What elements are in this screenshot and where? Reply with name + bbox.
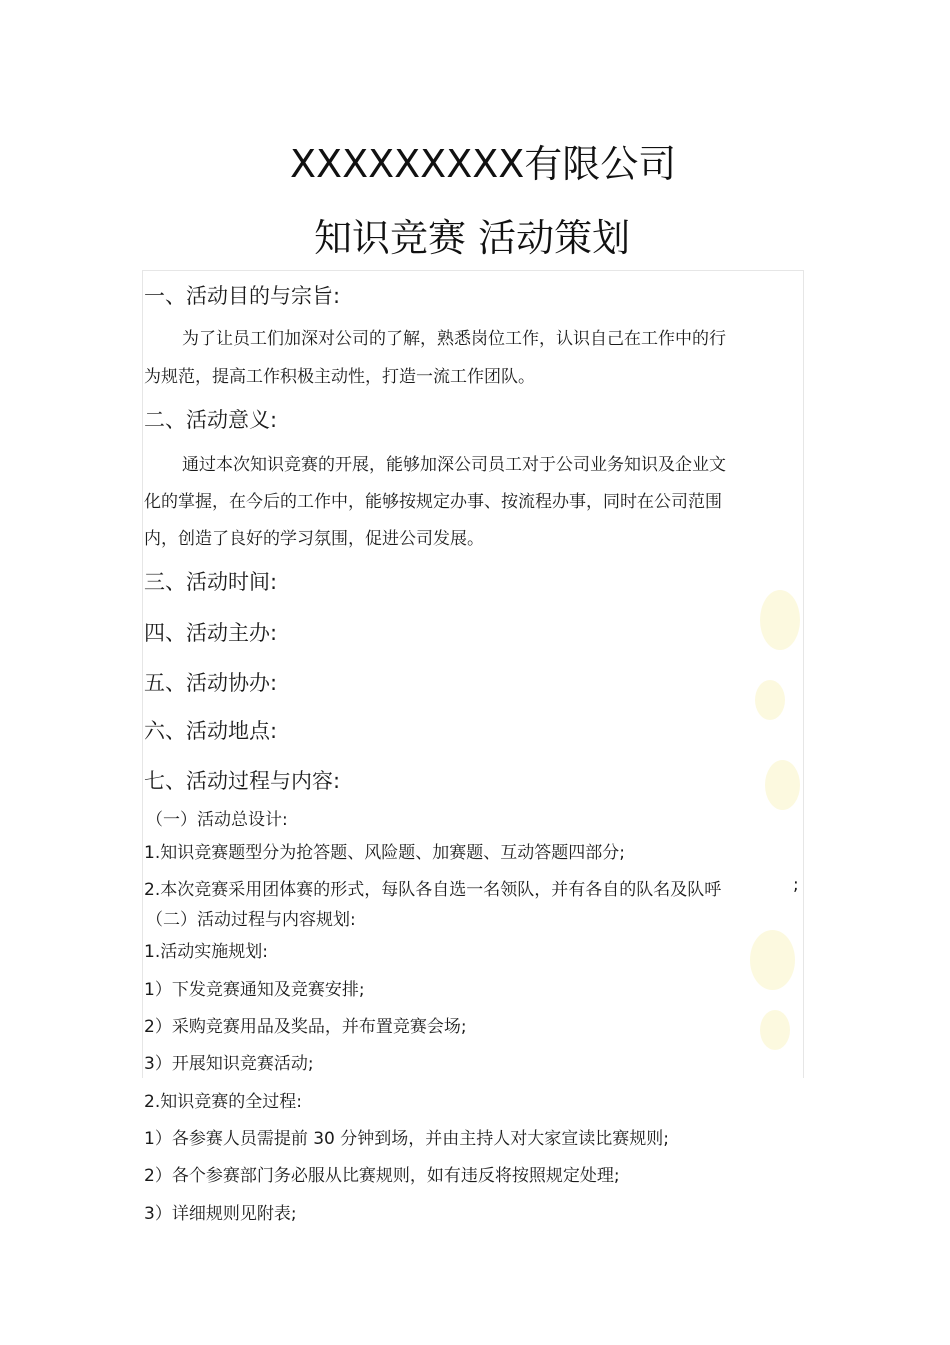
section-heading-time: 三、活动时间: [144, 570, 278, 594]
paragraph-line: 化的掌握，在今后的工作中，能够按规定办事、按流程办事，同时在公司范围 [144, 492, 722, 512]
list-item: 2）各个参赛部门务必服从比赛规则，如有违反将按照规定处理; [144, 1166, 620, 1186]
subsection-title: （一）活动总设计: [146, 810, 288, 830]
section-heading-organizer: 四、活动主办: [144, 621, 278, 645]
watermark-blot [750, 930, 795, 990]
paragraph-line: 为了让员工们加深对公司的了解，熟悉岗位工作，认识自己在工作中的行 [182, 329, 726, 349]
subsection-title: （二）活动过程与内容规划: [146, 910, 356, 930]
paragraph-line: 通过本次知识竞赛的开展，能够加深公司员工对于公司业务知识及企业文 [182, 455, 726, 475]
paragraph-line: 为规范，提高工作积极主动性，打造一流工作团队。 [144, 367, 535, 387]
list-item-end: ; [793, 875, 799, 895]
paragraph-line: 内，创造了良好的学习氛围，促进公司发展。 [144, 529, 484, 549]
section-heading-co-organizer: 五、活动协办: [144, 671, 278, 695]
watermark-blot [765, 760, 800, 810]
list-item: 3）详细规则见附表; [144, 1204, 297, 1224]
section-heading-purpose: 一、活动目的与宗旨: [144, 284, 341, 308]
document-title: 知识竞赛 活动策划 [314, 216, 631, 260]
content-frame-right-border [803, 270, 804, 1078]
list-item: 2.本次竞赛采用团体赛的形式，每队各自选一名领队，并有各自的队名及队呼 [144, 880, 722, 900]
list-item: 2）采购竞赛用品及奖品，并布置竞赛会场; [144, 1017, 467, 1037]
full-process-title: 2.知识竞赛的全过程: [144, 1092, 302, 1112]
watermark-blot [755, 680, 785, 720]
section-heading-significance: 二、活动意义: [144, 408, 278, 432]
content-frame-left-border [142, 270, 143, 1078]
company-title: XXXXXXXXX有限公司 [290, 142, 677, 186]
watermark-blot [760, 590, 800, 650]
list-item: 1.知识竞赛题型分为抢答题、风险题、加赛题、互动答题四部分; [144, 843, 625, 863]
list-item: 1）下发竞赛通知及竞赛安排; [144, 980, 365, 1000]
watermark-blot [760, 1010, 790, 1050]
section-heading-location: 六、活动地点: [144, 719, 278, 743]
content-frame-top-border [142, 270, 803, 271]
section-heading-process: 七、活动过程与内容: [144, 769, 341, 793]
list-item: 3）开展知识竞赛活动; [144, 1054, 314, 1074]
plan-title: 1.活动实施规划: [144, 942, 268, 962]
list-item: 1）各参赛人员需提前 30 分钟到场，并由主持人对大家宣读比赛规则; [144, 1129, 669, 1149]
